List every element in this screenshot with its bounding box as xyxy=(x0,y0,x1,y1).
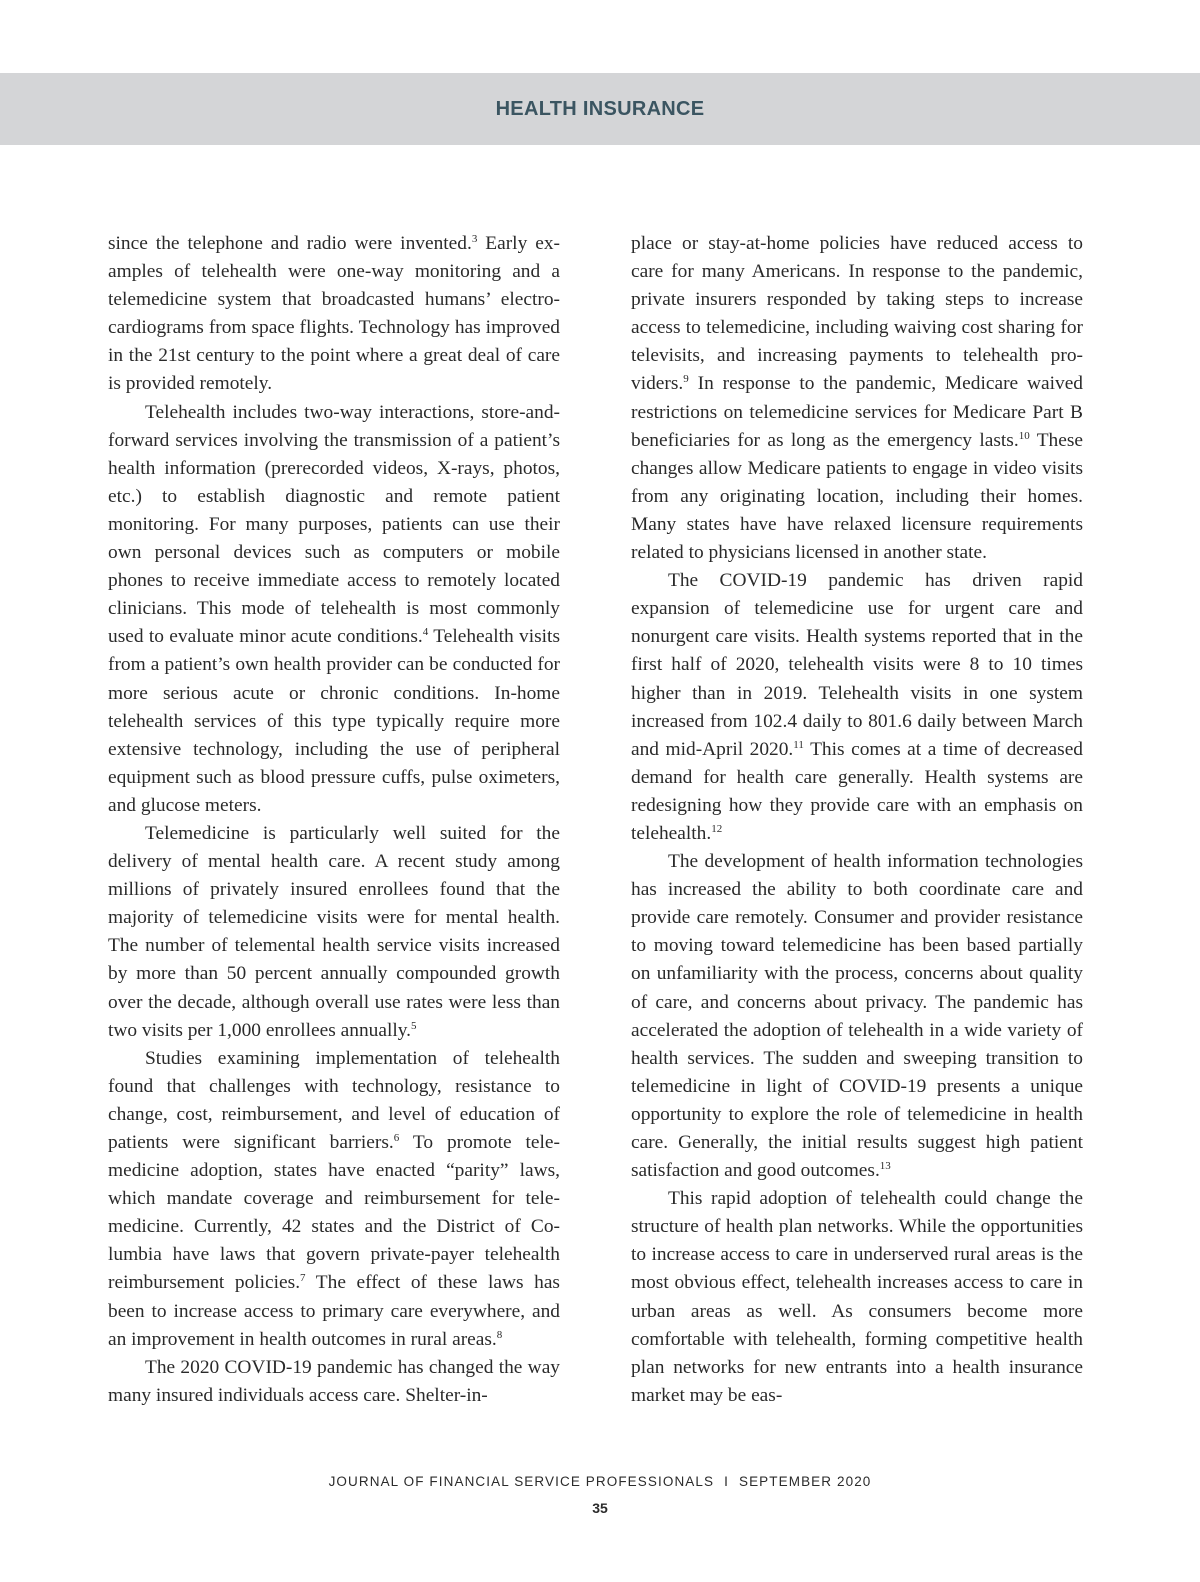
section-header-band xyxy=(0,73,1200,145)
journal-name: JOURNAL OF FINANCIAL SERVICE PROFESSIONALS xyxy=(328,1474,715,1489)
paragraph-text: Telemedicine is particularly well suited for the delivery of mental health care. A recent study among millions of privately insured enrollees found that the majority of telemedicine visits were for mental health. The number of telemental health service visits increased by more than 50 percent annually compounded growth over the decade, although overall use rates were less than two visits per 1,000 enrollees annually. xyxy=(108,822,560,1041)
paragraph-text: The COVID-19 pandemic has driven rapid expansion of telemedicine use for urgent care and nonurgent care visits. Health systems reported that in the first half of 2020, telehealth visits were 8 to 10 times higher than in 2019. Telehealth visits in one system increased from 102.4 daily to 801.6 daily between March and mid-April 2020. xyxy=(631,570,1083,760)
footnote-ref: 5 xyxy=(411,1019,417,1032)
paragraph-text: since the telephone and radio were invented. xyxy=(108,233,472,254)
right-column xyxy=(631,230,1083,1410)
left-column xyxy=(108,230,560,1410)
footer-separator: I xyxy=(724,1474,729,1489)
paragraph-text: Telehealth includes two-way interactions, store-and-forward services involving the transmission of a patient’s health information (prerecorded videos, X-rays, photos, etc.) to establish diagnostic and remote patient monitoring. For many purposes, patients can use their own personal devices such as computers or mobile phones to receive immediate access to remotely located clinicians. This mode of telehealth is most commonly used to evaluate minor acute conditions. xyxy=(108,401,560,648)
paragraph-text: The effect of these laws has been to increase access to primary care everywhere, and an improvement in health outcomes in rural areas. xyxy=(108,1272,560,1350)
footnote-ref: 8 xyxy=(496,1328,503,1341)
footnote-ref: 13 xyxy=(879,1160,891,1173)
paragraph-text: To promote telemedicine adoption, states have enacted “parity” laws, which mandate coverage and reimbursement for telemedicine. Currently, 42 states and the District of Columbia have laws that govern private-payer telehealth reimbursement policies. xyxy=(108,1132,560,1294)
footnote-ref: 7 xyxy=(300,1272,306,1285)
paragraph-text: This rapid adoption of telehealth could change the structure of health plan networks. While the opportunities to increase access to care in underserved rural areas is the most obvious effect, telehealth increases access to care in urban areas as well. As consumers become more comfortable with telehealth, forming competitive health plan networks for new entrants into a health insurance market may be eas- xyxy=(631,1188,1083,1406)
paragraph-text: This comes at a time of decreased demand for health care generally. Health systems are redesigning how they provide care with an emphasis on telehealth. xyxy=(631,738,1083,844)
footnote-ref: 9 xyxy=(683,373,689,386)
footer-journal-line xyxy=(0,1474,1200,1489)
paragraph xyxy=(631,848,1083,1185)
footnote-ref: 11 xyxy=(793,738,804,751)
page-number: 35 xyxy=(592,1500,608,1516)
paragraph xyxy=(108,820,560,1045)
paragraph-text: The development of health information technologies has increased the ability to both coordinate care and provide care remotely. Consumer and provider resistance to moving toward telemedicine has been based partially on unfamiliarity with the process, concerns about quality of care, and concerns about privacy. The pandemic has accelerated the adoption of telehealth in a wide variety of health services. The sudden and sweeping transition to telemedicine in light of COVID-19 presents a unique opportunity to explore the role of telemedicine in health care. Generally, the initial results suggest high patient satisfaction and good outcomes. xyxy=(631,851,1083,1182)
paragraph xyxy=(108,399,560,820)
paragraph xyxy=(108,1354,560,1410)
footnote-ref: 4 xyxy=(422,626,429,639)
paragraph xyxy=(631,1185,1083,1410)
paragraph-text: Telehealth visits from a patient’s own health provider can be conducted for more serious acute or chronic conditions. In-home telehealth services of this type typically require more extensive technology, including the use of peripheral equipment such as blood pressure cuffs, pulse oximeters, and glucose meters. xyxy=(108,626,560,816)
section-title: HEALTH INSURANCE xyxy=(495,97,705,120)
paragraph-text: The 2020 COVID-19 pandemic has changed the way many insured individuals access care. Shelter-in- xyxy=(108,1356,560,1406)
paragraph xyxy=(108,1045,560,1354)
paragraph xyxy=(631,230,1083,567)
footnote-ref: 10 xyxy=(1018,429,1030,442)
paragraph-text: Early examples of telehealth were one-way monitoring and a telemedicine system that broadcasted humans’ electrocardiograms from space flights. Technology has improved in the 21st century to the point where a great deal of care is provided remotely. xyxy=(108,233,560,395)
paragraph xyxy=(108,230,560,399)
footnote-ref: 12 xyxy=(711,822,723,835)
paragraph-text: These changes allow Medicare patients to engage in video visits from any originating location, including their homes. Many states have have relaxed licensure requirements related to physicians licensed in another state. xyxy=(631,429,1083,564)
paragraph-text: place or stay-at-home policies have reduced access to care for many Americans. In response to the pandemic, private insurers responded by taking steps to increase access to telemedicine, including waiving cost sharing for televisits, and increasing payments to telehealth providers. xyxy=(631,233,1083,395)
paragraph-text: Studies examining implementation of telehealth found that challenges with technology, resistance to change, cost, reimbursement, and level of education of patients were significant barriers. xyxy=(108,1047,560,1153)
footnote-ref: 3 xyxy=(471,233,478,245)
paragraph-text: In response to the pandemic, Medicare waived restrictions on telemedicine services for Medicare Part B beneficiaries for as long as the emergency lasts. xyxy=(631,373,1083,451)
paragraph xyxy=(631,567,1083,848)
footnote-ref: 6 xyxy=(393,1132,400,1144)
issue-date: SEPTEMBER 2020 xyxy=(738,1474,872,1489)
